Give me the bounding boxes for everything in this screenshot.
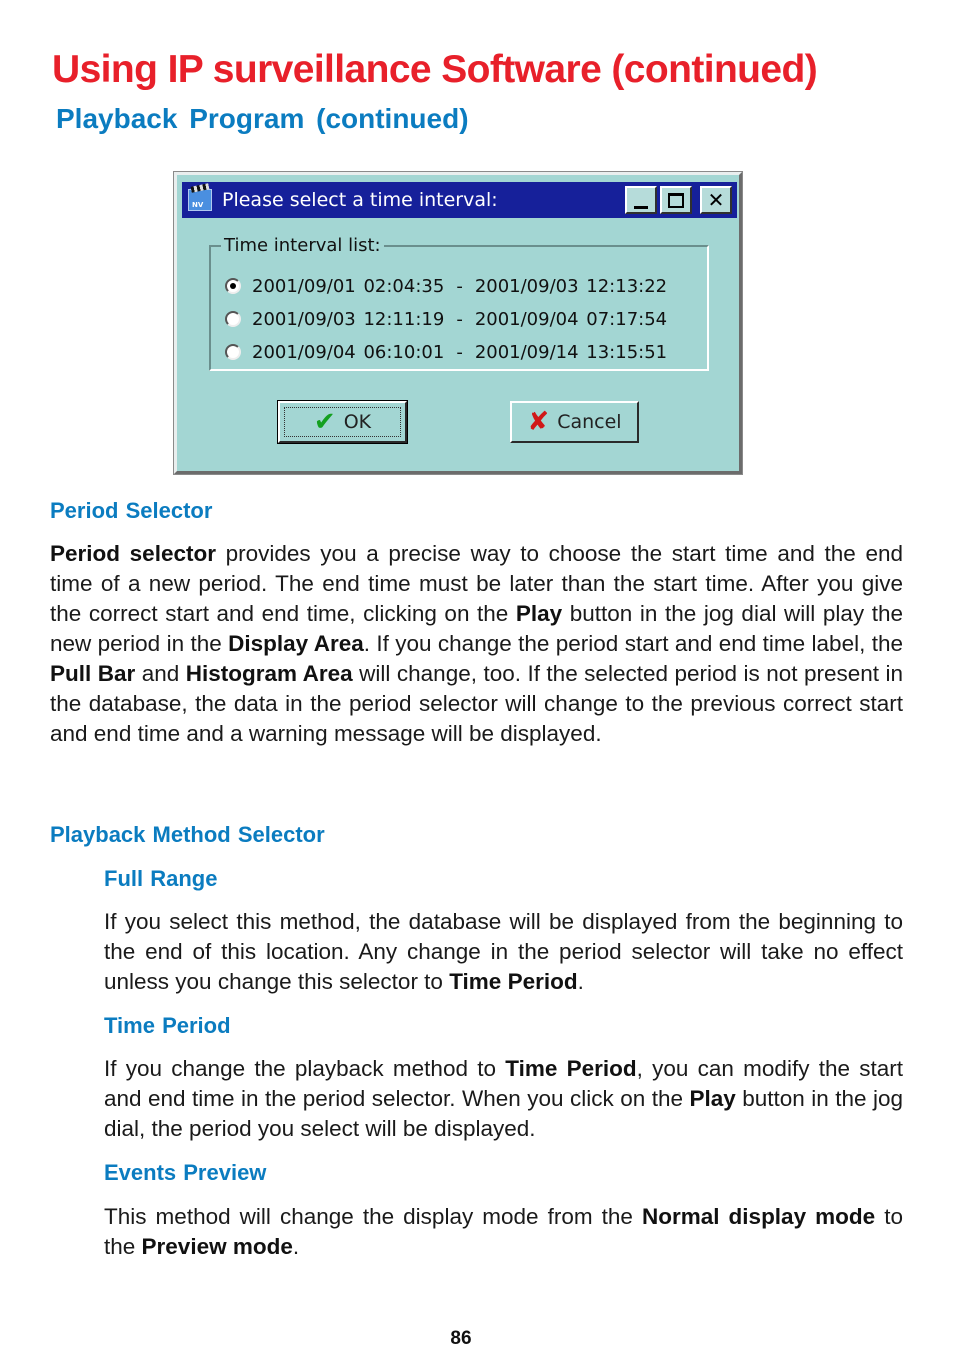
heading-time-period: Time Period bbox=[104, 1013, 231, 1038]
heading-events-preview: Events Preview bbox=[104, 1160, 267, 1185]
paragraph-events-preview bbox=[104, 1202, 903, 1262]
interval-option-2[interactable] bbox=[225, 306, 667, 332]
text-run: to the bbox=[104, 1204, 903, 1259]
minimize-button[interactable] bbox=[625, 186, 657, 214]
paragraph-time-period bbox=[104, 1054, 903, 1144]
bold-term: Preview mode bbox=[141, 1234, 293, 1259]
bold-term: Pull Bar bbox=[50, 661, 136, 686]
dialog-titlebar[interactable] bbox=[182, 182, 737, 218]
interval-end: 2001/09/14 13:15:51 bbox=[474, 341, 668, 363]
heading-full-range: Full Range bbox=[104, 866, 218, 891]
text-run: will change, too. If the selected period is not present in the database, the data in the period selector will change to the previous correct start and end time and a warning message will be displayed. bbox=[50, 661, 904, 746]
close-button[interactable] bbox=[700, 186, 732, 214]
bold-term: Histogram Area bbox=[185, 661, 353, 686]
text-run: If you change the playback method to bbox=[104, 1056, 506, 1081]
paragraph-period-selector bbox=[50, 539, 903, 749]
app-icon bbox=[188, 189, 212, 211]
cancel-button[interactable] bbox=[510, 401, 639, 443]
text-run: button in the jog dial will play the new period in the bbox=[50, 601, 903, 656]
bold-term: Display Area bbox=[228, 631, 364, 656]
heading-playback-method-selector: Playback Method Selector bbox=[50, 822, 325, 847]
bold-term: Time Period bbox=[449, 969, 578, 994]
bold-term: Normal display mode bbox=[641, 1204, 876, 1229]
time-interval-dialog bbox=[174, 172, 742, 474]
text-run: . bbox=[577, 969, 584, 994]
text-run: . If you change the period start and end time label, the bbox=[363, 631, 903, 656]
focus-rect bbox=[284, 407, 401, 437]
radio-checked-icon[interactable] bbox=[225, 278, 241, 294]
bold-term: Play bbox=[689, 1086, 736, 1111]
minimize-icon bbox=[634, 206, 648, 209]
cross-icon: ✘ bbox=[527, 407, 550, 437]
page-subtitle: Playback Program (continued) bbox=[56, 103, 469, 134]
text-run: If you select this method, the database will be displayed from the beginning to the end of this location. Any change in the period selector will take no effect unless you change this selector to bbox=[104, 909, 903, 994]
interval-end: 2001/09/04 07:17:54 bbox=[474, 308, 668, 330]
interval-separator: - bbox=[456, 308, 463, 330]
checkmark-icon: ✔ bbox=[313, 407, 336, 437]
close-icon: ✕ bbox=[707, 188, 725, 212]
interval-end: 2001/09/03 12:13:22 bbox=[474, 275, 668, 297]
radio-unchecked-icon[interactable] bbox=[225, 311, 241, 327]
interval-separator: - bbox=[456, 341, 463, 363]
bold-term: Time Period bbox=[505, 1056, 637, 1081]
text-run: button in the jog dial, the period you select will be displayed. bbox=[104, 1086, 903, 1141]
text-run: . bbox=[292, 1234, 300, 1259]
text-run: and bbox=[135, 661, 186, 686]
interval-option-1[interactable] bbox=[225, 273, 667, 299]
heading-period-selector: Period Selector bbox=[50, 498, 213, 523]
paragraph-full-range bbox=[104, 907, 903, 997]
text-run: provides you a precise way to choose the start time and the end time of a new period. The end time must be later than the start time. After you give the correct start and end time, clicking on the bbox=[50, 541, 903, 626]
interval-start: 2001/09/03 12:11:19 bbox=[252, 308, 445, 330]
text-run: This method will change the display mode from the bbox=[104, 1204, 642, 1229]
interval-start: 2001/09/04 06:10:01 bbox=[252, 341, 445, 363]
cancel-label: Cancel bbox=[557, 411, 622, 433]
bold-term: Period selector bbox=[50, 541, 216, 566]
interval-separator: - bbox=[456, 275, 463, 297]
text-run: , you can modify the start and end time in the period selector. When you click on the bbox=[104, 1056, 903, 1111]
interval-option-3[interactable] bbox=[225, 339, 667, 365]
time-interval-list-label: Time interval list: bbox=[221, 235, 384, 256]
ok-button[interactable] bbox=[278, 401, 407, 443]
page-title: Using IP surveillance Software (continued) bbox=[52, 48, 818, 91]
bold-term: Play bbox=[515, 601, 563, 626]
maximize-button[interactable] bbox=[660, 186, 692, 214]
interval-start: 2001/09/01 02:04:35 bbox=[252, 275, 445, 297]
time-interval-list bbox=[209, 235, 709, 371]
app-icon-label: NV bbox=[192, 201, 204, 209]
page-number: 86 bbox=[450, 1328, 472, 1349]
radio-unchecked-icon[interactable] bbox=[225, 344, 241, 360]
dialog-title: Please select a time interval: bbox=[222, 189, 498, 211]
ok-label: OK bbox=[343, 411, 372, 433]
maximize-icon bbox=[668, 193, 684, 208]
